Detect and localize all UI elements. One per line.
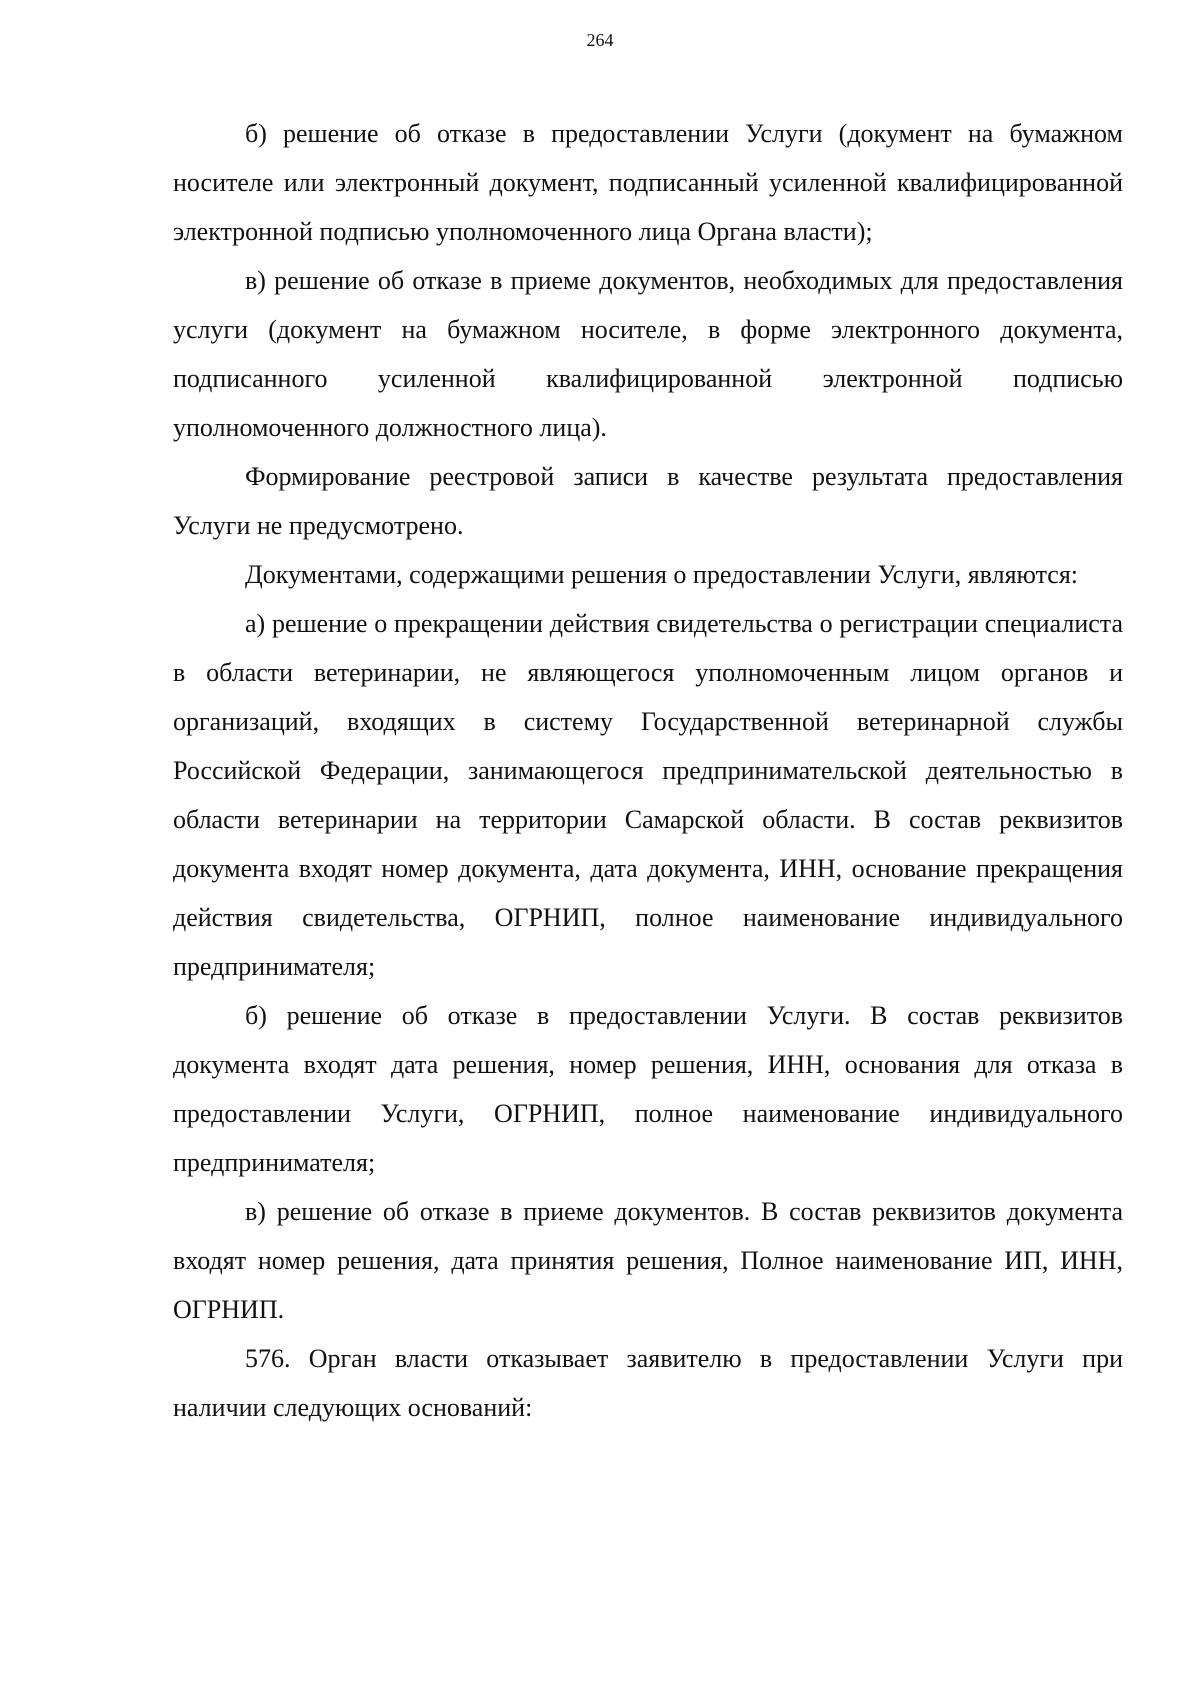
document-body [173,109,1123,1432]
paragraph-decision-refusal: б) решение об отказе в предоставлении Услуги. В состав реквизитов документа входят дата решения, номер решения, ИНН, основания для отказа в предоставлении Услуги, ОГРНИП, полное наименование индивидуального предпринимателя; [173,1001,1123,1177]
paragraph-decision-documents: Документами, содержащими решения о предоставлении Услуги, являются: [245,560,1079,589]
paragraph-registry-record: Формирование реестровой записи в качестве результата предоставления Услуги не предусмотрено. [173,462,1123,540]
paragraph-decision-refusal-documents: в) решение об отказе в приеме документов. В состав реквизитов документа входят номер решения, дата принятия решения, Полное наименование ИП, ИНН, ОГРНИП. [173,1197,1123,1324]
paragraph-result-refusal-documents: в) решение об отказе в приеме документов, необходимых для предоставления услуги (документ на бумажном носителе, в форме электронного документа, подписанного усиленной квалифицированной электронной подписью уполномоченного должностного лица). [173,266,1123,442]
paragraph-decision-termination: а) решение о прекращении действия свидетельства о регистрации специалиста в области ветеринарии, не являющегося уполномоченным лицом органов и организаций, входящих в систему Государственной ветеринарной службы Российской Федерации, занимающегося предпринимательской деятельностью в области ветеринарии на территории Самарской области. В состав реквизитов документа входят номер документа, дата документа, ИНН, основание прекращения действия свидетельства, ОГРНИП, полное наименование индивидуального предпринимателя; [173,609,1123,981]
paragraph-item-576: 576. Орган власти отказывает заявителю в предоставлении Услуги при наличии следующих оснований: [173,1344,1123,1422]
paragraph-result-refusal: б) решение об отказе в предоставлении Услуги (документ на бумажном носителе или электронный документ, подписанный усиленной квалифицированной электронной подписью уполномоченного лица Органа власти); [173,119,1123,246]
page-number: 264 [586,30,614,50]
